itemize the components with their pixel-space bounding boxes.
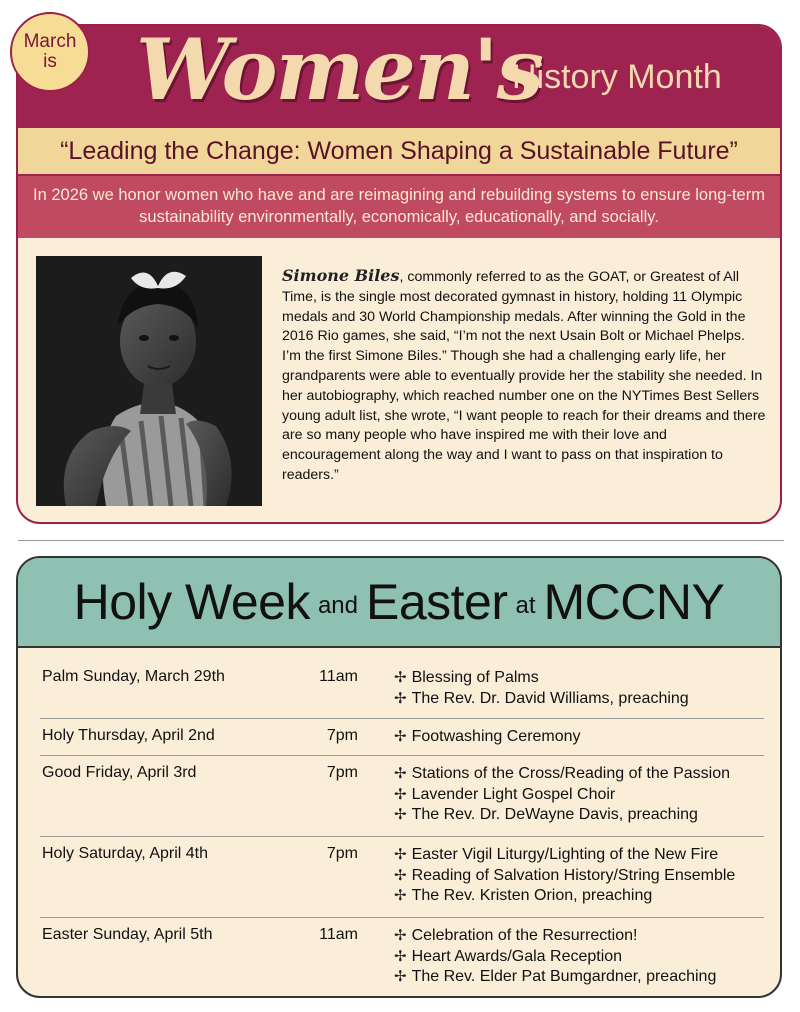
cross-icon: ✢: [394, 947, 407, 965]
schedule-row: [40, 837, 764, 918]
cross-icon: ✢: [394, 866, 407, 884]
whm-header: [18, 26, 780, 126]
schedule-item: [394, 668, 764, 689]
biography-text: [282, 266, 766, 486]
schedule-item: [394, 845, 764, 866]
schedule-table: [40, 658, 764, 996]
bio-name: Simone Biles: [282, 266, 400, 285]
cross-icon: ✢: [394, 968, 407, 985]
schedule-time: 11am: [319, 926, 358, 943]
whm-body: [18, 238, 780, 524]
schedule-item-text: The Rev. Elder Pat Bumgardner, preaching: [411, 968, 717, 985]
theme-banner: [18, 126, 780, 176]
schedule-item-text: Lavender Light Gospel Choir: [411, 785, 616, 803]
theme-text: “Leading the Change: Women Shaping a Sustainable Future”: [60, 136, 738, 165]
schedule-item-text: Heart Awards/Gala Reception: [411, 947, 623, 965]
schedule-row: [40, 658, 764, 719]
bio-body: , commonly referred to as the GOAT, or Greatest of All Time, is the single most decorated gymnast in history, holding 11 Olympic medals and 30 World Championship medals. After winning the Gold in the 2016 Rio games, she said, “I’m not the next Usain Bolt or Michael Phelps. I’m the first Simone Biles.” Though she had a challenging early life, her grandparents were able to eventually provide her the stability she needed. In her autobiography, which reached number one on the NYTimes Best Sellers young adult list, she wrote, “I want people to reach for their dreams and there are so many people who have inspired me with their love and encouragement along the way and I want to pass on that inspiration to readers.”: [282, 269, 766, 483]
schedule-item: [394, 689, 764, 710]
cross-icon: ✢: [394, 689, 407, 707]
schedule-item: [394, 886, 764, 907]
badge-line-2: is: [43, 51, 57, 72]
schedule-items: [394, 764, 764, 826]
schedule-item-text: Stations of the Cross/Reading of the Passion: [411, 765, 730, 782]
march-is-badge: [10, 12, 90, 92]
schedule-item-text: The Rev. Dr. DeWayne Davis, preaching: [411, 806, 698, 823]
holy-week-card: [16, 556, 782, 998]
badge-line-1: March: [23, 31, 77, 52]
schedule-row: [40, 719, 764, 756]
cross-icon: ✢: [394, 669, 407, 686]
schedule-item-text: Celebration of the Resurrection!: [411, 927, 638, 944]
title-easter: Easter: [366, 574, 508, 630]
schedule-time: 7pm: [326, 764, 358, 781]
title-holy-week: Holy Week: [73, 574, 310, 630]
title-mccny: MCCNY: [543, 574, 725, 630]
schedule-item: [394, 967, 764, 988]
portrait-illustration: [36, 256, 262, 506]
schedule-day: Easter Sunday, April 5th: [42, 926, 213, 943]
schedule-item: [394, 926, 764, 947]
schedule-item-text: The Rev. Dr. David Williams, preaching: [411, 689, 689, 707]
history-month-title: History Month: [512, 58, 722, 96]
schedule-day: Good Friday, April 3rd: [42, 764, 197, 781]
cross-icon: ✢: [394, 728, 407, 745]
schedule-item-text: Reading of Salvation History/String Ensemble: [411, 866, 736, 884]
schedule-items: [394, 845, 764, 907]
schedule-items: [394, 668, 764, 709]
schedule-items: [394, 926, 764, 988]
schedule-items: [394, 727, 764, 748]
schedule-day: Palm Sunday, March 29th: [42, 668, 225, 685]
section-divider: [18, 540, 784, 541]
schedule-time: 7pm: [326, 845, 358, 862]
schedule-item-text: Blessing of Palms: [411, 669, 539, 686]
schedule-item: [394, 764, 764, 785]
schedule-time: 7pm: [326, 727, 358, 744]
cross-icon: ✢: [394, 765, 407, 782]
schedule-item: [394, 947, 764, 968]
schedule-item-text: Footwashing Ceremony: [411, 728, 581, 745]
title-and: and: [317, 592, 358, 619]
holy-week-header: [18, 558, 780, 648]
cross-icon: ✢: [394, 927, 407, 944]
schedule-day: Holy Saturday, April 4th: [42, 845, 209, 862]
schedule-time: 11am: [319, 668, 358, 685]
intro-text: In 2026 we honor women who have and are reimagining and rebuilding systems to ensure long-term sustainability environmentally, economically, educationally, and socially.: [18, 176, 780, 238]
cross-icon: ✢: [394, 887, 407, 904]
womens-history-card: [16, 24, 782, 524]
womens-script-title: Women's: [136, 24, 542, 119]
cross-icon: ✢: [394, 806, 407, 823]
schedule-item-text: Easter Vigil Liturgy/Lighting of the New Fire: [411, 846, 719, 863]
cross-icon: ✢: [394, 846, 407, 863]
schedule-item: [394, 805, 764, 826]
schedule-item: [394, 785, 764, 806]
title-at: at: [515, 592, 536, 619]
schedule-day: Holy Thursday, April 2nd: [42, 727, 215, 744]
cross-icon: ✢: [394, 785, 407, 803]
schedule-item: [394, 866, 764, 887]
schedule-row: [40, 756, 764, 837]
schedule-row: [40, 918, 764, 996]
schedule-item: [394, 727, 764, 748]
simone-biles-photo: [36, 256, 262, 506]
schedule-item-text: The Rev. Kristen Orion, preaching: [411, 887, 653, 904]
